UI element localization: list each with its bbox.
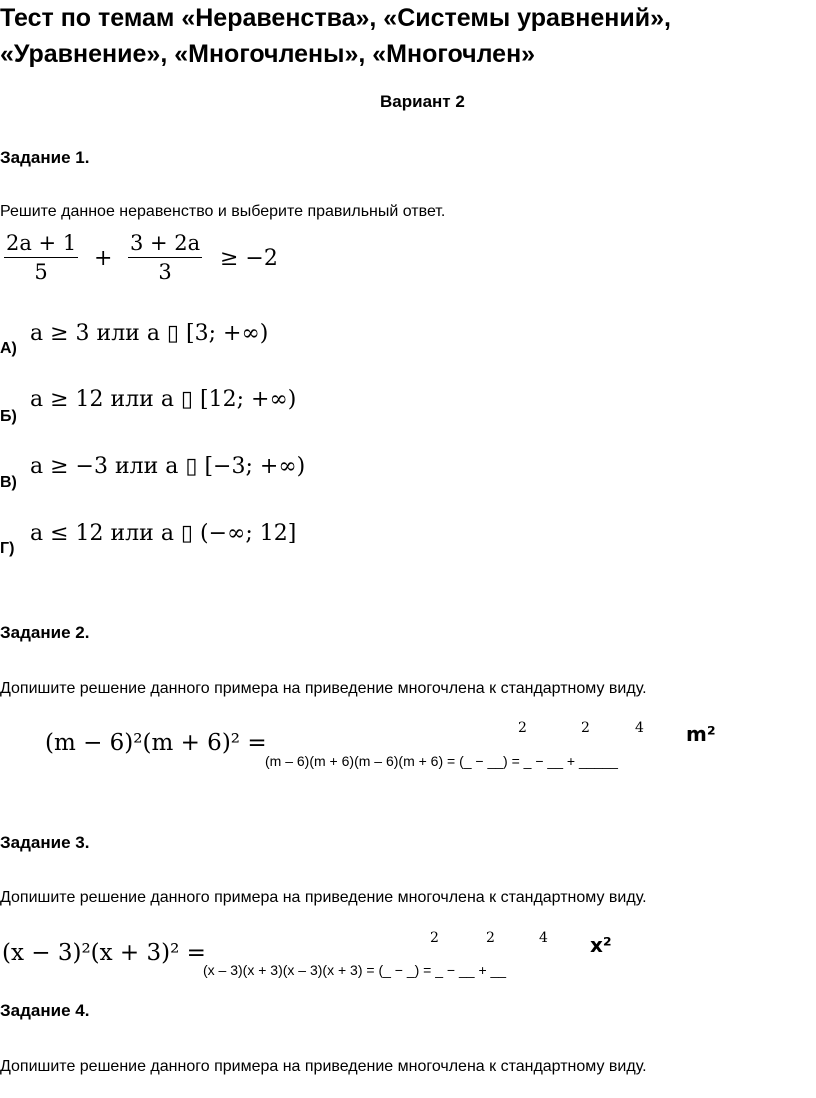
fraction-2-numerator: 3 + 2a xyxy=(128,231,202,258)
page-title-line-1: Тест по темам «Неравенства», «Системы уравнений», xyxy=(0,4,671,32)
task3-solution-steps: (x – 3)(x + 3)(x – 3)(x + 3) = (_ − _) = _ − __ + __ xyxy=(203,962,507,978)
task3-exponent-a: 2 xyxy=(430,930,439,946)
task1-fraction-2 xyxy=(128,231,202,284)
option-c-expression: a ≥ −3 или a ▯ [−3; +∞) xyxy=(30,454,306,479)
task2-exponent-a: 2 xyxy=(518,720,527,736)
task2-prompt: Допишите решение данного примера на приведение многочлена к стандартному виду. xyxy=(0,680,647,697)
task1-heading: Задание 1. xyxy=(0,148,90,167)
task3-prompt: Допишите решение данного примера на приведение многочлена к стандартному виду. xyxy=(0,889,647,906)
option-b-expression: a ≥ 12 или a ▯ [12; +∞) xyxy=(30,387,297,412)
option-c-label[interactable]: В) xyxy=(0,474,17,491)
task3-x-squared: x² xyxy=(590,933,612,957)
fraction-1-denominator: 5 xyxy=(34,260,48,284)
task3-lhs-expression: (x − 3)²(x + 3)² = xyxy=(2,940,206,966)
task1-prompt: Решите данное неравенство и выберите правильный ответ. xyxy=(0,203,446,220)
task3-heading: Задание 3. xyxy=(0,833,90,852)
option-d-expression: a ≤ 12 или a ▯ (−∞; 12] xyxy=(30,521,297,546)
task3-exponent-b: 2 xyxy=(486,930,495,946)
task2-exponent-c: 4 xyxy=(635,720,644,736)
page-title-line-2: «Уравнение», «Многочлены», «Многочлен» xyxy=(0,40,536,68)
variant-label: Вариант 2 xyxy=(380,92,465,111)
task2-heading: Задание 2. xyxy=(0,623,90,642)
task4-heading: Задание 4. xyxy=(0,1001,90,1020)
option-d-label[interactable]: Г) xyxy=(0,540,15,557)
option-b-label[interactable]: Б) xyxy=(0,408,17,425)
task4-prompt: Допишите решение данного примера на приведение многочлена к стандартному виду. xyxy=(0,1058,647,1075)
fraction-1-numerator: 2a + 1 xyxy=(4,231,78,258)
task1-plus-sign: + xyxy=(94,246,113,271)
task1-inequality-rhs: ≥ −2 xyxy=(220,246,278,271)
option-a-expression: a ≥ 3 или a ▯ [3; +∞) xyxy=(30,321,269,346)
task2-solution-steps: (m – 6)(m + 6)(m – 6)(m + 6) = (_ − __) = _ − __ + _____ xyxy=(265,753,618,769)
task2-lhs-expression: (m − 6)²(m + 6)² = xyxy=(45,730,267,756)
task2-m-squared: m² xyxy=(686,722,716,746)
task1-fraction-1 xyxy=(4,231,78,284)
task2-exponent-b: 2 xyxy=(581,720,590,736)
option-a-label[interactable]: А) xyxy=(0,340,17,357)
fraction-2-denominator: 3 xyxy=(158,260,172,284)
task3-exponent-c: 4 xyxy=(539,930,548,946)
